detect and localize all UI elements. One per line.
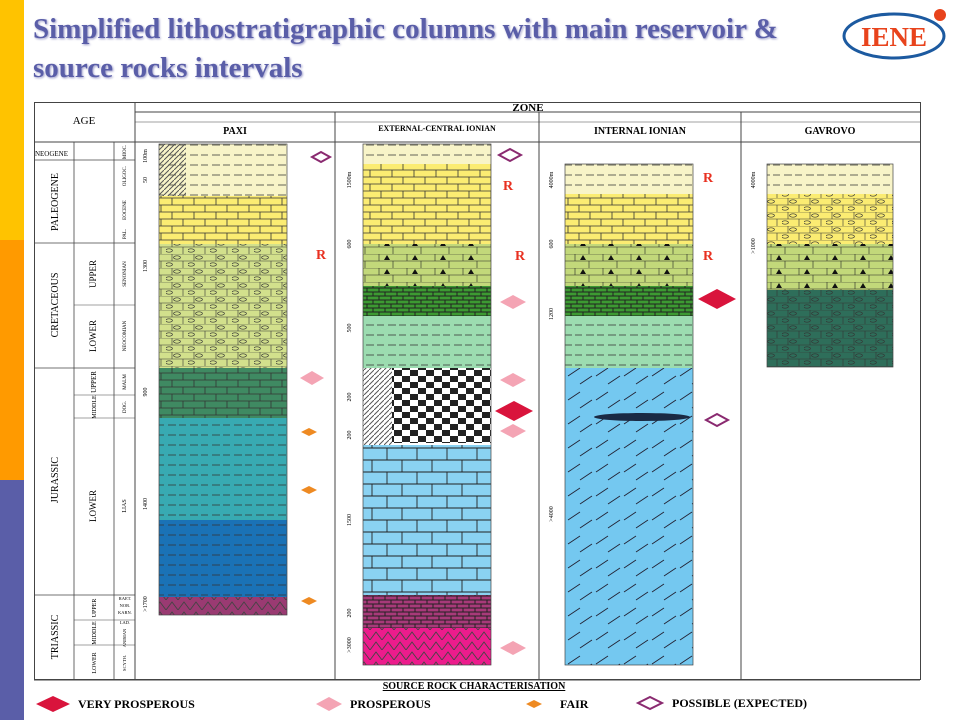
gav-carbonate-texture: [767, 290, 893, 367]
paxi-triassic-texture: [159, 597, 287, 615]
legend-item-possible: [638, 696, 807, 710]
stage-raet: RAET.: [118, 596, 132, 601]
gav-thickness-1: >1000: [751, 238, 757, 254]
int-jurassic-texture: [565, 368, 693, 665]
sub-tri-upper: UPPER: [92, 598, 98, 618]
ext-neogene-texture: [363, 144, 491, 164]
stage-anisian: ANISIAN: [122, 628, 127, 648]
ext-reservoir-marker-2: R: [514, 249, 526, 264]
sub-tri-lower: LOWER: [92, 652, 98, 674]
sidebar-segment-yellow: [0, 0, 24, 240]
ext-triassic-upper-texture: [363, 595, 491, 628]
sub-cret-upper: UPPER: [88, 259, 98, 289]
paxi-thickness-3: 900: [143, 387, 149, 397]
sub-jur-middle: MIDDLE: [92, 395, 98, 419]
ext-thickness-6: 200: [347, 608, 353, 618]
ext-source-texture: [363, 286, 491, 316]
legend-label-very-prosperous: VERY PROSPEROUS: [78, 697, 195, 711]
logo-text: IENE: [860, 22, 928, 52]
legend-swatch-very-prosperous: [36, 696, 70, 712]
int-thickness-1: 600: [549, 239, 555, 249]
period-neogene: NEOGENE: [34, 150, 68, 158]
ext-thickness-5: 1500: [347, 514, 353, 526]
paxi-cretaceous-texture: [159, 244, 287, 368]
legend-item-fair: [526, 697, 589, 711]
ext-thickness-2: 500: [347, 323, 353, 333]
age-header: AGE: [72, 115, 96, 127]
paxi-lias-upper-texture: [159, 418, 287, 520]
ext-neocomian-texture: [363, 316, 491, 368]
stage-lad: LAD.: [119, 620, 131, 625]
column-header-paxi: PAXI: [223, 126, 247, 137]
sidebar-segment-orange: [0, 240, 24, 480]
int-thickness-2: 1200: [549, 308, 555, 320]
gav-paleogene-texture: [767, 194, 893, 244]
int-neocomian-texture: [565, 316, 693, 368]
zone-header: ZONE: [512, 102, 544, 114]
ext-thickness-7: >3000: [347, 637, 353, 653]
sidebar-accent-bar: [0, 0, 24, 720]
strat-chart: [34, 100, 925, 720]
ext-triassic-lower-texture: [363, 628, 491, 665]
legend-swatch-prosperous: [316, 697, 342, 711]
sidebar-segment-purple: [0, 480, 24, 720]
legend-swatch-fair: [526, 700, 542, 708]
sub-jur-upper: UPPER: [90, 371, 98, 393]
period-triassic: TRIASSIC: [50, 614, 61, 660]
paxi-thickness-2: 1300: [143, 260, 149, 272]
stage-oligoc: OLIGOC.: [123, 165, 128, 187]
stage-dog: DOG.: [123, 400, 128, 414]
gavrovo-column: [751, 164, 893, 367]
int-senonian-texture: [565, 244, 693, 286]
int-paleogene-texture: [565, 194, 693, 244]
ext-shale-layer: [392, 368, 491, 443]
logo-dot: [934, 9, 946, 21]
legend-swatch-possible: [638, 697, 662, 709]
int-top-texture: [565, 164, 693, 194]
gav-top-texture: [767, 164, 893, 194]
ext-thickness-3: 200: [347, 392, 353, 402]
slide-title: Simplified lithostratigraphic columns with main reservoir & source rocks intervals: [33, 13, 778, 84]
stage-lias: LIAS: [122, 499, 128, 513]
ext-paleogene-texture: [363, 164, 491, 244]
column-header-external: EXTERNAL-CENTRAL IONIAN: [378, 124, 496, 133]
int-shale-lens: [594, 413, 690, 421]
stage-karn: KARN.: [118, 610, 132, 615]
ext-thickness-4: 200: [347, 430, 353, 440]
sub-jur-lower: LOWER: [88, 490, 98, 522]
stage-scyth: SCYTH.: [122, 655, 127, 671]
stage-mioc: MIOC.: [123, 144, 128, 160]
ext-thickness-1: 600: [347, 239, 353, 249]
column-header-internal: INTERNAL IONIAN: [594, 126, 686, 137]
stage-malm: MALM: [123, 374, 128, 390]
ext-lias-texture: [363, 445, 491, 595]
gav-thickness-0: 4000m: [751, 171, 757, 189]
stage-pal: PAL.: [123, 228, 128, 240]
paxi-thickness-0: 100m: [143, 149, 149, 163]
ext-unconformity: [363, 368, 392, 445]
legend-label-possible: POSSIBLE (EXPECTED): [672, 696, 808, 710]
stage-nor: NOR.: [119, 603, 131, 608]
legend-label-prosperous: PROSPEROUS: [350, 697, 431, 711]
paxi-reservoir-marker: R: [315, 248, 327, 263]
paxi-paleogene-texture: [159, 196, 287, 244]
period-jurassic: JURASSIC: [50, 456, 61, 504]
stage-senonian: SENONIAN: [123, 261, 128, 287]
ext-thickness-0: 1500m: [347, 171, 353, 189]
int-source-texture: [565, 286, 693, 316]
period-paleogene: PALEOGENE: [50, 173, 61, 231]
paxi-unconformity: [159, 144, 186, 196]
ext-reservoir-marker-1: R: [502, 179, 514, 194]
paxi-thickness-1: 50: [143, 177, 149, 183]
legend-item-very-prosperous: [36, 696, 195, 712]
int-reservoir-marker-2: R: [702, 249, 714, 264]
paxi-thickness-4: 1400: [143, 498, 149, 510]
paxi-lias-lower-texture: [159, 520, 287, 597]
legend-title: SOURCE ROCK CHARACTERISATION: [382, 681, 566, 692]
int-thickness-3: >4000: [549, 506, 555, 522]
legend-item-prosperous: [316, 697, 431, 711]
legend-label-fair: FAIR: [560, 697, 589, 711]
stage-neocomian: NEOCOMIAN: [123, 320, 128, 352]
sub-tri-middle: MIDDLE: [92, 621, 98, 645]
int-thickness-0: 4000m: [549, 171, 555, 189]
column-header-gavrovo: GAVROVO: [804, 126, 856, 137]
period-cretaceous: CRETACEOUS: [50, 272, 61, 338]
paxi-thickness-5: >1700: [143, 596, 149, 612]
stage-eocene: EOCENE: [123, 200, 128, 220]
ext-senonian-texture: [363, 244, 491, 286]
gav-senonian-texture: [767, 244, 893, 290]
sub-cret-lower: LOWER: [88, 320, 98, 352]
iene-logo: [838, 2, 956, 66]
int-reservoir-marker-1: R: [702, 171, 714, 186]
paxi-malm-texture: [159, 368, 287, 418]
